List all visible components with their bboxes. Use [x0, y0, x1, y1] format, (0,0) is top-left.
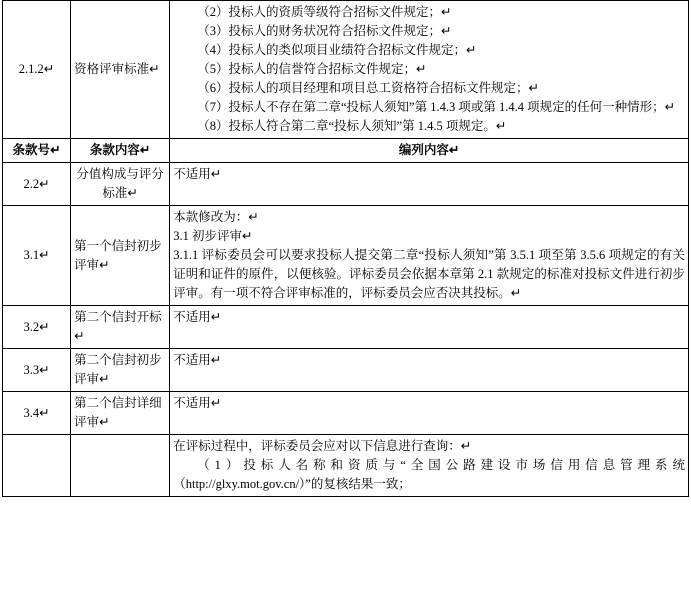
body-line: 本款修改为：↵: [173, 210, 259, 224]
table-header-row: [3, 139, 689, 163]
paragraph-mark-icon: ↵: [460, 439, 472, 453]
clause-number: 3.4↵: [3, 392, 71, 435]
clause-number-text: 2.1.2: [18, 62, 44, 76]
clause-body: [170, 1, 689, 139]
paragraph-mark-icon: ↵: [664, 100, 676, 114]
clause-number: [3, 435, 71, 497]
paragraph-mark-icon: ↵: [74, 329, 85, 343]
paragraph-mark-icon: ↵: [149, 62, 160, 76]
paragraph-mark-icon: ↵: [139, 143, 151, 157]
paragraph-mark-icon: ↵: [210, 353, 222, 367]
body-line: 3.1 初步评审↵: [173, 229, 253, 243]
header-clause-number: 条款号↵: [3, 139, 71, 163]
clause-number: 3.1↵: [3, 206, 71, 306]
clause-title: 第二个信封开标↵: [71, 306, 170, 349]
paragraph-mark-icon: ↵: [242, 229, 253, 243]
paragraph-mark-icon: ↵: [210, 310, 222, 324]
paragraph-mark-icon: ↵: [210, 396, 222, 410]
clause-body: [170, 206, 689, 306]
paragraph-mark-icon: ↵: [99, 415, 110, 429]
paragraph-mark-icon: ↵: [39, 319, 50, 334]
paragraph-mark-icon: ↵: [39, 248, 50, 262]
paragraph-mark-icon: ↵: [466, 43, 477, 57]
paragraph-mark-icon: ↵: [39, 405, 50, 420]
body-line: （3）投标人的财务状况符合招标文件规定；↵: [197, 24, 452, 38]
body-line: 在评标过程中，评标委员会应对以下信息进行查询：↵: [173, 439, 472, 453]
clause-title: [71, 1, 170, 139]
table-row: [3, 163, 689, 206]
header-clause-body: 编列内容↵: [170, 139, 689, 163]
body-line: （6）投标人的项目经理和项目总工资格符合招标文件规定；↵: [197, 81, 539, 95]
clause-body: [170, 349, 689, 392]
paragraph-mark-icon: ↵: [210, 167, 222, 181]
clause-number: 3.3↵: [3, 349, 71, 392]
paragraph-mark-icon: ↵: [248, 210, 259, 224]
clause-body: [170, 306, 689, 349]
table-row: [3, 435, 689, 497]
table-row: [3, 206, 689, 306]
clause-number: 2.2↵: [3, 163, 71, 206]
table-row: [3, 306, 689, 349]
body-line: （4）投标人的类似项目业绩符合招标文件规定；↵: [197, 43, 477, 57]
table-row: [3, 392, 689, 435]
paragraph-mark-icon: ↵: [99, 257, 110, 272]
body-line: 不适用↵: [173, 353, 222, 367]
body-line: 3.1.1 评标委员会可以要求投标人提交第二章“投标人须知”第 3.5.1 项至第 3.5.6 项规定的有关证明和证件的原件，以便核验。评标委员会依据本章第 2.1 款规定的标准对投标文件进行初步评审。有一项不符合评审标准的，评标委员会应否决其投标。↵: [173, 248, 685, 300]
clause-body: [170, 163, 689, 206]
clause-title: 第二个信封初步评审↵: [71, 349, 170, 392]
paragraph-mark-icon: ↵: [50, 143, 61, 157]
paragraph-mark-icon: ↵: [416, 62, 427, 76]
paragraph-mark-icon: ↵: [99, 372, 110, 386]
clause-title: 分值构成与评分标准↵: [71, 163, 170, 206]
paragraph-mark-icon: ↵: [448, 143, 460, 157]
clause-title-text: 资格评审标准: [74, 62, 150, 76]
clause-number: [3, 1, 71, 139]
clause-title: 第二个信封详细评审↵: [71, 392, 170, 435]
header-clause-title: 条款内容↵: [71, 139, 170, 163]
body-line: （8）投标人符合第二章“投标人须知”第 1.4.5 项规定。↵: [197, 119, 507, 133]
table-row: [3, 349, 689, 392]
body-line: 不适用↵: [173, 167, 222, 181]
paragraph-mark-icon: ↵: [39, 362, 50, 377]
paragraph-mark-icon: ↵: [441, 5, 452, 19]
paragraph-mark-icon: ↵: [43, 62, 55, 76]
paragraph-mark-icon: ↵: [127, 186, 138, 200]
body-line: （5）投标人的信誉符合招标文件规定；↵: [197, 62, 427, 76]
clause-number: 3.2↵: [3, 306, 71, 349]
body-line: （7）投标人不存在第二章“投标人须知”第 1.4.3 项或第 1.4.4 项规定的任何一种情形；↵: [197, 100, 676, 114]
body-line: （2）投标人的资质等级符合招标文件规定；↵: [197, 5, 452, 19]
body-line: 不适用↵: [173, 396, 222, 410]
paragraph-mark-icon: ↵: [510, 286, 522, 300]
paragraph-mark-icon: ↵: [528, 81, 539, 95]
clause-title: 第一个信封初步评审↵: [71, 206, 170, 306]
clause-table: [2, 0, 689, 497]
clause-title: [71, 435, 170, 497]
body-line: （1）投标人名称和资质与“全国公路建设市场信用信息管理系统（http://glxy.mot.gov.cn/）”的复核结果一致；: [173, 458, 685, 491]
clause-body: [170, 392, 689, 435]
paragraph-mark-icon: ↵: [39, 176, 50, 191]
table-row: [3, 1, 689, 139]
body-line: 不适用↵: [173, 310, 222, 324]
paragraph-mark-icon: ↵: [441, 24, 452, 38]
clause-body: [170, 435, 689, 497]
paragraph-mark-icon: ↵: [495, 119, 507, 133]
